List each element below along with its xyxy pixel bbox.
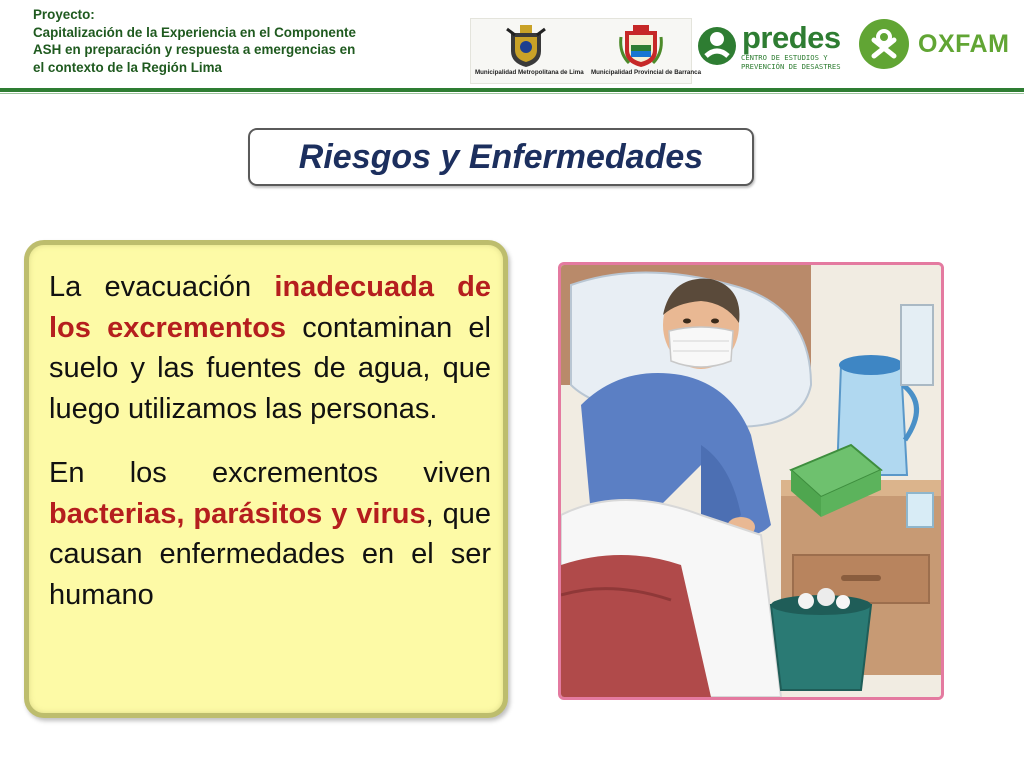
- predes-subtitle: CENTRO DE ESTUDIOS Y PREVENCIÓN DE DESASTRES: [741, 53, 841, 71]
- barranca-crest-icon: [619, 23, 663, 69]
- predes-wordmark: predes: [742, 20, 841, 55]
- highlight-pathogens: bacterias, parásitos y virus: [49, 497, 426, 530]
- paragraph-1: La evacuación inadecuada de los excrementos contaminan el suelo y las fuentes de agua, que luego utilizamos las personas.: [49, 271, 491, 425]
- slide-title: Riesgos y Enfermedades: [298, 137, 704, 176]
- header-divider: [0, 88, 1024, 92]
- oxfam-logo: [858, 18, 1008, 74]
- text-card: [24, 240, 508, 718]
- project-line: Proyecto:: [33, 7, 95, 22]
- oxfam-wordmark: OXFAM: [918, 30, 1010, 58]
- project-line: ASH en preparación y respuesta a emergencias en: [33, 42, 356, 57]
- highlight-excrementos: inadecuada de los excrementos: [49, 271, 491, 344]
- project-line: Capitalización de la Experiencia en el Componente: [33, 24, 356, 40]
- text-body: [49, 267, 491, 615]
- lima-crest-icon: [505, 23, 547, 69]
- project-line: el contexto de la Región Lima: [33, 59, 222, 75]
- project-description: [33, 6, 433, 76]
- header: [0, 0, 1024, 92]
- header-divider-thin: [0, 93, 1024, 94]
- predes-symbol-icon: [697, 22, 739, 70]
- municipal-logos: [470, 18, 702, 84]
- predes-logo: [697, 22, 847, 74]
- slide-title-box: [248, 128, 754, 186]
- sick-man-in-bed-icon: [561, 265, 941, 697]
- barranca-caption: Municipalidad Provincial de Barranca: [591, 69, 702, 76]
- sick-man-illustration: [558, 262, 944, 700]
- lima-caption: Municipalidad Metropolitana de Lima: [475, 69, 584, 76]
- paragraph-2: En los excrementos viven bacterias, parásitos y virus, que causan enfermedades en el ser humano: [49, 457, 491, 611]
- oxfam-symbol-icon: [858, 18, 910, 70]
